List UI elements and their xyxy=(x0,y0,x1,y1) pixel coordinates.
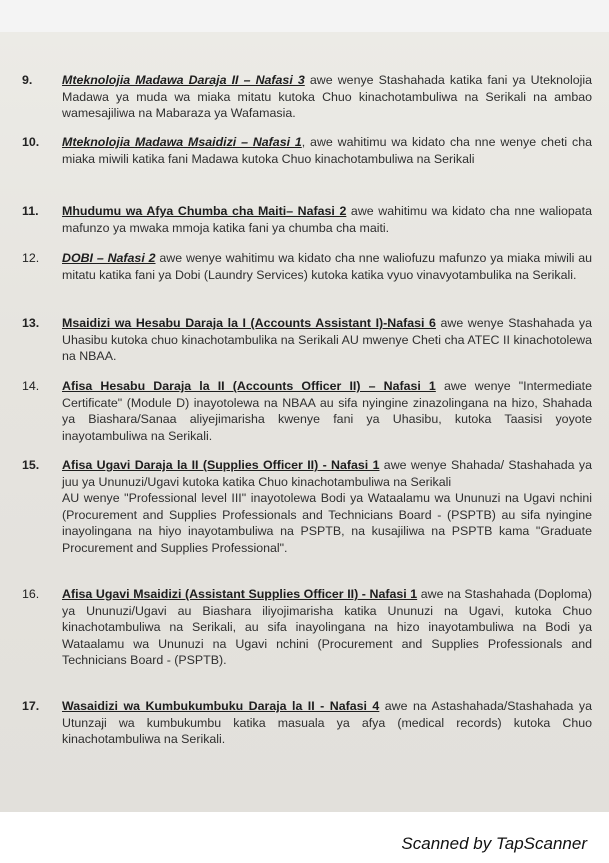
item-text: , awe wahitimu wa kidato cha nne wenye cheti cha miaka miwili katika fani Madawa kutoka Chuo kinachotambuliwa na Serikali xyxy=(62,135,592,166)
list-item xyxy=(22,134,592,167)
item-title: Afisa Ugavi Msaidizi (Assistant Supplies Officer II) - Nafasi 1 xyxy=(62,587,418,601)
list-item xyxy=(22,250,592,283)
item-text: awe wenye "Intermediate Certificate" (Module D) inayotolewa na NBAA au sifa nyingine zinazolingana na hizo, Shahada ya Biashara/Sanaa aliyejimarisha kwenye fani ya Uhasibu, kutoka Taasisi yoyote inayotambuliwa na Serikali. xyxy=(62,379,592,443)
item-title: Afisa Ugavi Daraja la II (Supplies Officer II) - Nafasi 1 xyxy=(62,458,380,472)
item-title: Mteknolojia Madawa Daraja II – Nafasi 3 xyxy=(62,73,305,87)
item-number: 13. xyxy=(22,316,40,330)
item-number: 11. xyxy=(22,204,39,218)
item-text: awe wenye Shahada/ Stashahada ya juu ya Ununuzi/Ugavi kutoka katika Chuo kinachotambuliwa na Serikali xyxy=(62,458,592,489)
item-extra-text: AU wenye "Professional level III" inayotolewa Bodi ya Wataalamu wa Ununuzi na Ugavi nchini (Procurement and Supplies Professionals and Technicians Board - (PSPTB) au sifa nyingine inayolingana na hiyo inayotambuliwa na PSPTB, na kusajiliwa na PSPTB kama "Graduate Procurement and Supplies Professional". xyxy=(62,491,592,555)
top-margin xyxy=(0,0,609,32)
item-title: Afisa Hesabu Daraja la II (Accounts Officer II) – Nafasi 1 xyxy=(62,379,436,393)
scanner-watermark: Scanned by TapScanner xyxy=(401,834,587,853)
item-text: awe wenye Stashahada katika fani ya Uteknolojia Madawa ya muda wa miaka mitatu kutoka Chuo kinachotambuliwa na Serikali na ambao wamesajiliwa na Mabaraza ya Wafamasia. xyxy=(62,73,592,121)
item-number: 14. xyxy=(22,379,40,393)
list-item xyxy=(22,586,592,669)
item-text: awe na Astashahada/Stashahada ya Utunzaji wa kumbukumbu katika masuala ya afya (medical records) kutoka Chuo kinachotambuliwa na Serikali. xyxy=(62,699,592,747)
item-title: Msaidizi wa Hesabu Daraja la I (Accounts Assistant I)-Nafasi 6 xyxy=(62,316,436,330)
item-text: awe wenye Stashahada ya Uhasibu kutoka chuo kinachotambulika na Serikali AU mwenye Cheti cha ATEC II kinachotolewa na NBAA. xyxy=(62,316,592,364)
item-title: Wasaidizi wa Kumbukumbuku Daraja la II - Nafasi 4 xyxy=(62,699,380,713)
item-number: 9. xyxy=(22,73,33,87)
item-number: 12. xyxy=(22,251,40,265)
item-text: awe wenye wahitimu wa kidato cha nne waliofuzu mafunzo ya miaka miwili au mitatu katika fani ya Dobi (Laundry Services) kutoka katika vyuo vinavyotambulika na Serikali. xyxy=(62,251,592,282)
item-number: 10. xyxy=(22,135,40,149)
list-item xyxy=(22,378,592,444)
item-number: 17. xyxy=(22,699,40,713)
list-item xyxy=(22,72,592,122)
list-item xyxy=(22,203,592,236)
item-title: Mteknolojia Madawa Msaidizi – Nafasi 1 xyxy=(62,135,302,149)
list-item xyxy=(22,698,592,748)
item-title: DOBI – Nafasi 2 xyxy=(62,251,156,265)
item-number: 15. xyxy=(22,458,40,472)
item-number: 16. xyxy=(22,587,40,601)
item-text: awe wahitimu wa kidato cha nne waliopata mafunzo ya mwaka mmoja katika fani ya chumba cha maiti. xyxy=(62,204,592,235)
list-item xyxy=(22,315,592,365)
item-title: Mhudumu wa Afya Chumba cha Maiti– Nafasi 2 xyxy=(62,204,347,218)
item-text: awe na Stashahada (Doploma) ya Ununuzi/Ugavi au Biashara iliyojimarisha katika Ununuzi na Ugavi, kutoka Chuo kinachotambuliwa na Serikali, au sifa inayolingana na hizo inayotambuliwa na Bodi ya Wataalamu wa Ununuzi na Ugavi nchini (Procurement and Supplies Professionals and Technicians Board - (PSPTB). xyxy=(62,587,592,668)
list-item xyxy=(22,457,592,557)
